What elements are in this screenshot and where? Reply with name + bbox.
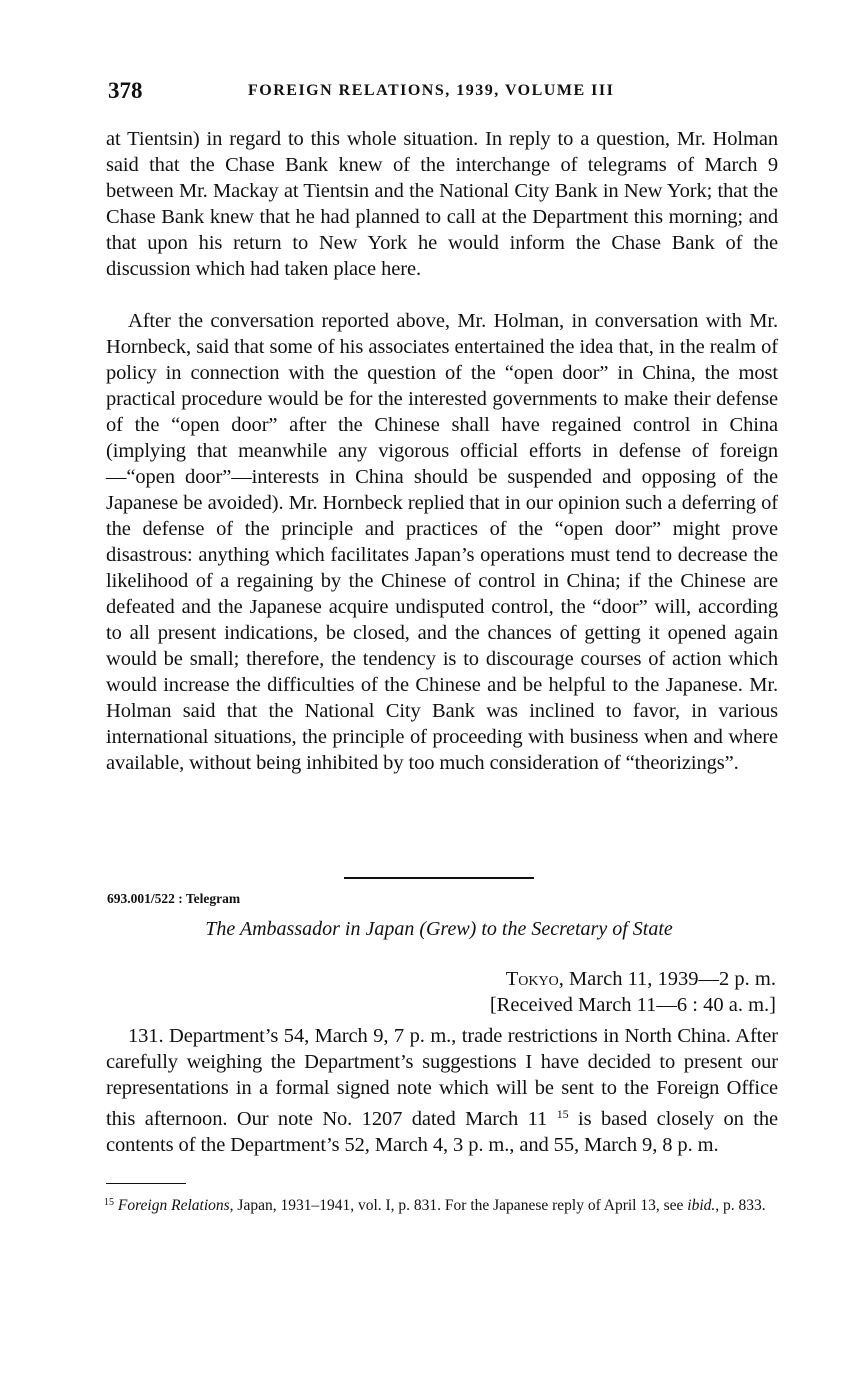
dateline-sent [300, 966, 776, 992]
footnote-reference: 15 [556, 1107, 569, 1121]
dateline [300, 966, 776, 1018]
dateline-received: [Received March 11—6 : 40 a. m.] [489, 994, 776, 1016]
paragraph-text [106, 1023, 778, 1158]
page-number: 378 [108, 78, 143, 103]
section-divider [344, 877, 534, 879]
footnote-text-b: , p. 833. [715, 1197, 766, 1214]
telegram-text-part-1: 131. Department’s 54, March 9, 7 p. m., trade restrictions in North China. After carefully weighing the Department’s suggestions I have decided to present our representations in a formal signed note which will be sent to the Foreign Office this afternoon. Our note No. 1207 dated March 11 [106, 1025, 778, 1130]
dateline-place: Tokyo [505, 968, 559, 990]
footnote-divider [106, 1183, 186, 1184]
footnote-text-a: , Japan, 1931–1941, vol. I, p. 831. For the Japanese reply of April 13, see [229, 1197, 688, 1214]
body-paragraph-1 [106, 126, 778, 282]
telegram-text-part-2: is based closely on the contents of the Department’s 52, March 4, 3 p. m., and 55, March 9, 8 p. m. [106, 1108, 779, 1156]
file-reference: 693.001/522 : Telegram [107, 891, 241, 906]
footnote-marker: 15 [104, 1197, 114, 1208]
body-paragraph-2 [106, 308, 778, 776]
paragraph-text: at Tientsin) in regard to this whole situation. In reply to a question, Mr. Holman said that the Chase Bank knew of the interchange of telegrams of March 9 between Mr. Mackay at Tientsin and the National City Bank in New York; that the Chase Bank knew that he had planned to call at the Department this morning; and that upon his return to New York he would inform the Chase Bank of the discussion which had taken place here. [106, 128, 778, 280]
footnote [104, 1194, 776, 1215]
footnote-source: Foreign Relations [117, 1197, 230, 1214]
paragraph-text: After the conversation reported above, Mr. Holman, in conversation with Mr. Hornbeck, said that some of his associates entertained the idea that, in the realm of policy in connection with the question of the “open door” in China, the most practical procedure would be for the interested governments to make their defense of the “open door” after the Chinese shall have regained control in China (implying that meanwhile any vigorous official efforts in defense of foreign—“open door”—interests in China should be suspended and opposing of the Japanese be avoided). Mr. Hornbeck replied that in our opinion such a deferring of the defense of the principle and practices of the “open door” might prove disastrous: anything which facilitates Japan’s operations must tend to decrease the likelihood of a regaining by the Chinese of control in China; if the Chinese are defeated and the Japanese acquire undisputed control, the “door” will, according to all present indications, be closed, and the chances of getting it opened again would be small; therefore, the tendency is to discourage courses of action which would increase the difficulties of the Chinese and be helpful to the Japanese. Mr. Holman said that the National City Bank was inclined to favor, in various international situations, the principle of proceeding with business when and where available, without being inhibited by too much consideration of “theorizings”. [106, 310, 778, 774]
page-header [108, 78, 780, 108]
running-head: FOREIGN RELATIONS, 1939, VOLUME III [248, 82, 615, 99]
document-title: The Ambassador in Japan (Grew) to the Secretary of State [205, 918, 673, 940]
footnote-ibid: ibid. [687, 1197, 716, 1214]
telegram-body [106, 1023, 778, 1158]
dateline-date: , March 11, 1939—2 p. m. [558, 968, 776, 990]
